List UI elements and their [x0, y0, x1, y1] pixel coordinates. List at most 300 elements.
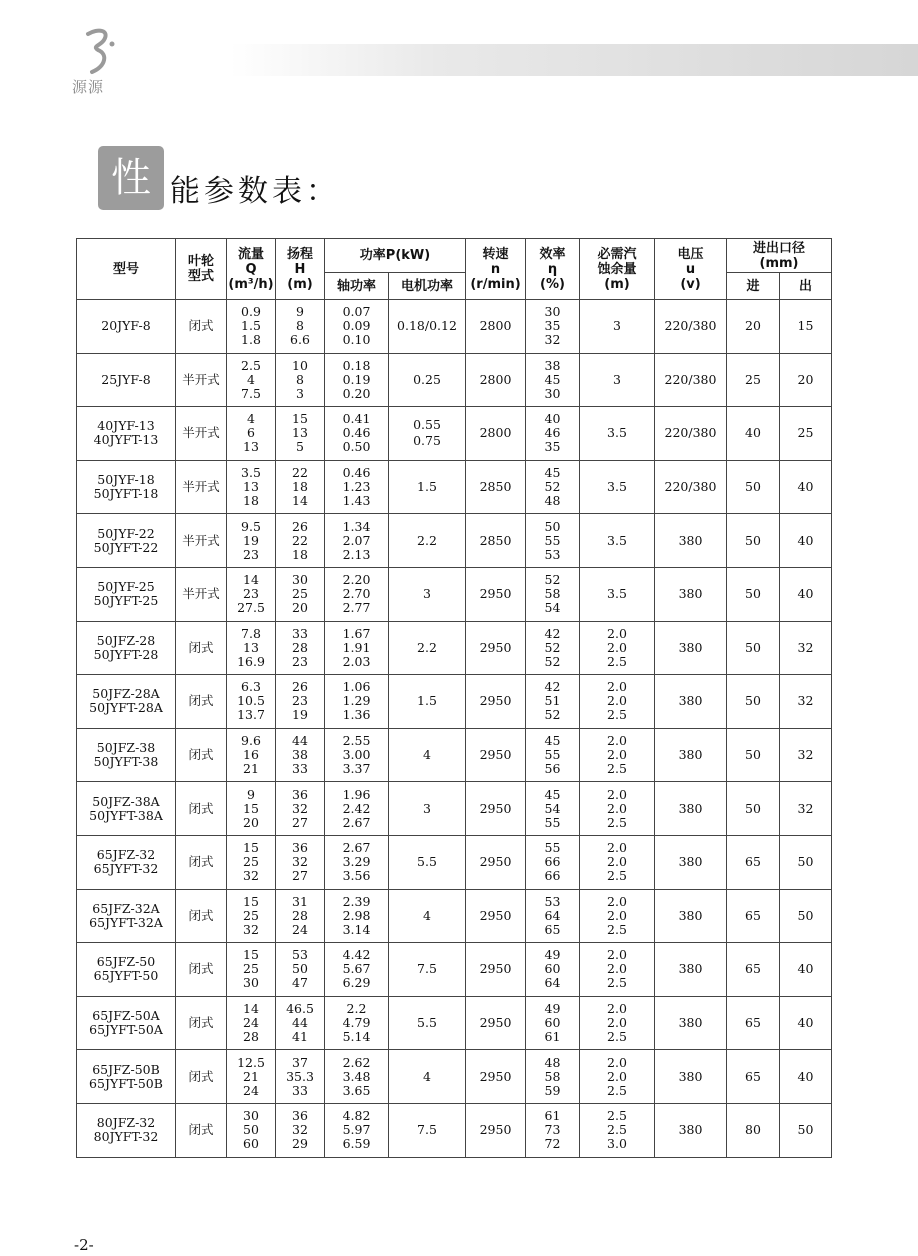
cell-head [276, 1050, 325, 1104]
cell-model-line: 40JYFT-13 [93, 432, 159, 448]
cell-model-line: 65JFZ-50A [92, 1008, 160, 1024]
cell-efficiency-line: 55 [544, 747, 561, 763]
cell-head-line: 22 [292, 465, 308, 481]
cell-shaft-power-line: 0.46 [342, 465, 371, 481]
cell-shaft-power-line: 2.70 [342, 586, 371, 602]
cell-motor-power: 2.2 [389, 621, 466, 675]
cell-shaft-power-line: 1.29 [342, 693, 371, 709]
cell-impeller: 半开式 [176, 460, 227, 514]
cell-outlet: 40 [780, 1050, 832, 1104]
cell-voltage: 380 [655, 1103, 727, 1157]
page-number: -2- [74, 1236, 94, 1254]
cell-efficiency-line: 30 [544, 304, 561, 320]
cell-npsh [580, 889, 655, 943]
cell-flow-line: 18 [243, 493, 259, 509]
cell-model-line: 40JYF-13 [97, 418, 155, 434]
cell-efficiency-line: 45 [544, 371, 561, 387]
cell-head-line: 35.3 [286, 1068, 314, 1084]
cell-shaft-power-line: 0.09 [342, 318, 371, 334]
table-row [77, 996, 832, 1050]
cell-efficiency [526, 621, 580, 675]
cell-model [77, 835, 176, 889]
cell-voltage: 380 [655, 514, 727, 568]
cell-flow-line: 20 [243, 814, 259, 830]
cell-flow-line: 25 [243, 907, 259, 923]
table-row [77, 782, 832, 836]
cell-shaft-power-line: 2.39 [342, 893, 371, 909]
header-head [276, 239, 325, 300]
logo-text: 源源 [72, 78, 105, 96]
cell-motor-power: 4 [389, 728, 466, 782]
cell-efficiency-line: 35 [544, 318, 561, 334]
cell-efficiency-line: 32 [544, 332, 561, 348]
cell-model-line: 50JYFT-28 [93, 646, 159, 662]
cell-npsh-line: 2.0 [607, 1015, 627, 1031]
cell-inlet: 80 [727, 1103, 780, 1157]
cell-efficiency-line: 42 [544, 625, 561, 641]
cell-efficiency-line: 30 [544, 385, 561, 401]
table-row [77, 1103, 832, 1157]
cell-npsh-line: 2.0 [607, 800, 627, 816]
cell-model [77, 567, 176, 621]
cell-flow-line: 28 [243, 1029, 259, 1045]
cell-head [276, 567, 325, 621]
cell-efficiency-line: 66 [544, 868, 561, 884]
cell-efficiency-line: 46 [544, 425, 561, 441]
cell-shaft-power-line: 3.37 [342, 761, 371, 777]
cell-model [77, 353, 176, 407]
cell-npsh [580, 943, 655, 997]
cell-voltage: 220/380 [655, 300, 727, 354]
cell-outlet: 32 [780, 728, 832, 782]
cell-flow-line: 21 [243, 761, 259, 777]
header-voltage-line: (v) [680, 276, 701, 292]
cell-model [77, 514, 176, 568]
cell-efficiency-line: 60 [544, 1015, 561, 1031]
table-row [77, 1050, 832, 1104]
cell-outlet: 25 [780, 407, 832, 461]
cell-speed: 2950 [466, 621, 526, 675]
cell-flow-line: 9.5 [241, 518, 261, 534]
cell-model-line: 50JYF-25 [97, 579, 155, 595]
cell-voltage: 380 [655, 728, 727, 782]
cell-model [77, 889, 176, 943]
cell-efficiency-line: 49 [544, 947, 561, 963]
cell-voltage: 380 [655, 782, 727, 836]
cell-flow-line: 25 [243, 854, 259, 870]
cell-impeller: 半开式 [176, 407, 227, 461]
cell-npsh [580, 1050, 655, 1104]
cell-shaft-power-line: 1.91 [342, 639, 371, 655]
header-npsh [580, 239, 655, 300]
header-efficiency-line: 效率 [539, 246, 566, 262]
cell-efficiency-line: 45 [544, 733, 561, 749]
cell-speed: 2950 [466, 943, 526, 997]
cell-npsh-line: 2.0 [607, 907, 627, 923]
cell-flow [227, 567, 276, 621]
cell-inlet: 65 [727, 996, 780, 1050]
cell-voltage: 380 [655, 567, 727, 621]
cell-flow-line: 14 [243, 1001, 259, 1017]
cell-motor-power: 5.5 [389, 996, 466, 1050]
cell-npsh [580, 460, 655, 514]
cell-impeller: 闭式 [176, 621, 227, 675]
cell-npsh [580, 300, 655, 354]
cell-efficiency-line: 52 [544, 572, 561, 588]
cell-flow-line: 50 [243, 1122, 259, 1138]
cell-speed: 2800 [466, 300, 526, 354]
cell-outlet: 15 [780, 300, 832, 354]
cell-motor-power: 7.5 [389, 943, 466, 997]
cell-head [276, 353, 325, 407]
cell-flow-line: 32 [243, 921, 259, 937]
cell-shaft-power-line: 2.67 [342, 840, 371, 856]
cell-head-line: 18 [292, 479, 308, 495]
cell-head-line: 20 [292, 600, 308, 616]
cell-flow-line: 4 [247, 371, 255, 387]
cell-flow-line: 10.5 [237, 693, 265, 709]
cell-head [276, 300, 325, 354]
cell-npsh-line: 2.0 [607, 854, 627, 870]
cell-motor-power: 3 [389, 567, 466, 621]
cell-shaft-power [325, 407, 389, 461]
cell-motor-power: 3 [389, 782, 466, 836]
cell-efficiency [526, 1050, 580, 1104]
cell-npsh-line: 2.0 [607, 840, 627, 856]
cell-flow-line: 32 [243, 868, 259, 884]
cell-head-line: 3 [296, 385, 304, 401]
cell-head-line: 44 [292, 733, 308, 749]
cell-head-line: 38 [292, 747, 308, 763]
cell-model-line: 50JYFT-38 [93, 754, 159, 770]
cell-voltage: 380 [655, 996, 727, 1050]
cell-shaft-power [325, 943, 389, 997]
cell-head-line: 10 [292, 357, 308, 373]
table-body [77, 300, 832, 1158]
header-speed-line: n [490, 261, 501, 277]
cell-shaft-power-line: 3.14 [342, 921, 371, 937]
cell-shaft-power [325, 782, 389, 836]
cell-shaft-power [325, 567, 389, 621]
table-row [77, 675, 832, 729]
header-inlet: 进 [727, 273, 780, 300]
cell-flow-line: 12.5 [237, 1054, 265, 1070]
cell-efficiency-line: 66 [544, 854, 561, 870]
header-speed-line: (r/min) [470, 276, 521, 292]
cell-shaft-power-line: 1.36 [342, 707, 371, 723]
cell-flow [227, 353, 276, 407]
cell-head-line: 29 [292, 1136, 308, 1152]
cell-efficiency [526, 514, 580, 568]
cell-impeller: 半开式 [176, 514, 227, 568]
cell-efficiency-line: 42 [544, 679, 561, 695]
cell-inlet: 25 [727, 353, 780, 407]
cell-efficiency [526, 889, 580, 943]
cell-efficiency-line: 52 [544, 653, 561, 669]
cell-shaft-power-line: 1.43 [342, 493, 371, 509]
cell-head-line: 18 [292, 546, 308, 562]
cell-voltage: 380 [655, 621, 727, 675]
cell-npsh-line: 2.5 [607, 975, 627, 991]
cell-flow [227, 782, 276, 836]
cell-outlet: 20 [780, 353, 832, 407]
cell-head-line: 13 [292, 425, 308, 441]
cell-flow [227, 460, 276, 514]
cell-npsh-line: 2.5 [607, 1122, 627, 1138]
cell-efficiency-line: 48 [544, 493, 561, 509]
cell-model [77, 943, 176, 997]
cell-outlet: 40 [780, 460, 832, 514]
cell-flow-line: 30 [243, 1108, 259, 1124]
cell-head-line: 32 [292, 854, 308, 870]
cell-shaft-power-line: 5.14 [342, 1029, 371, 1045]
cell-head-line: 8 [296, 318, 304, 334]
cell-npsh-line: 2.5 [607, 1108, 627, 1124]
cell-model-line: 80JFZ-32 [96, 1115, 156, 1131]
cell-head [276, 889, 325, 943]
cell-head [276, 782, 325, 836]
cell-flow-line: 13.7 [237, 707, 265, 723]
cell-outlet: 40 [780, 514, 832, 568]
header-voltage-line: 电压 [677, 246, 704, 262]
cell-voltage: 220/380 [655, 407, 727, 461]
table-row [77, 460, 832, 514]
cell-impeller: 闭式 [176, 675, 227, 729]
cell-speed: 2950 [466, 1050, 526, 1104]
cell-shaft-power-line: 2.98 [342, 907, 371, 923]
cell-flow-line: 25 [243, 961, 259, 977]
cell-shaft-power-line: 2.2 [346, 1001, 367, 1017]
cell-shaft-power-line: 0.20 [342, 385, 371, 401]
cell-npsh-line: 2.0 [607, 947, 627, 963]
cell-model-line: 65JYFT-50B [89, 1075, 163, 1091]
cell-model-line: 50JFZ-28A [92, 686, 160, 702]
header-impeller [176, 239, 227, 300]
cell-efficiency-line: 48 [544, 1054, 561, 1070]
cell-shaft-power-line: 5.67 [342, 961, 371, 977]
header-speed [466, 239, 526, 300]
cell-shaft-power [325, 514, 389, 568]
header-head-line: (m) [287, 276, 313, 292]
cell-head-line: 41 [292, 1029, 308, 1045]
cell-flow-line: 9 [247, 786, 255, 802]
cell-outlet: 40 [780, 567, 832, 621]
cell-shaft-power-line: 0.41 [342, 411, 371, 427]
table-row [77, 943, 832, 997]
cell-npsh-line: 2.0 [607, 639, 627, 655]
cell-flow-line: 15 [243, 893, 259, 909]
cell-motor-power: 0.25 [389, 353, 466, 407]
cell-flow-line: 9.6 [241, 733, 261, 749]
header-flow-line: (m³/h) [228, 276, 274, 292]
cell-efficiency [526, 835, 580, 889]
cell-head-line: 32 [292, 800, 308, 816]
cell-model [77, 621, 176, 675]
cell-shaft-power-line: 3.29 [342, 854, 371, 870]
cell-model-line: 50JYFT-22 [93, 539, 159, 555]
cell-efficiency-line: 52 [544, 707, 561, 723]
cell-head-line: 28 [292, 639, 308, 655]
header-gradient-bar [230, 44, 918, 76]
header-npsh-line: (m) [604, 276, 630, 292]
cell-model-line: 65JFZ-32A [92, 900, 160, 916]
cell-outlet: 50 [780, 1103, 832, 1157]
table-row [77, 353, 832, 407]
cell-model-line: 50JYFT-38A [89, 807, 163, 823]
cell-flow-line: 15 [243, 947, 259, 963]
table-row [77, 835, 832, 889]
cell-shaft-power [325, 728, 389, 782]
cell-impeller: 闭式 [176, 996, 227, 1050]
cell-motor-power: 4 [389, 1050, 466, 1104]
cell-impeller: 闭式 [176, 1050, 227, 1104]
cell-outlet: 32 [780, 675, 832, 729]
cell-shaft-power [325, 1050, 389, 1104]
cell-npsh [580, 675, 655, 729]
cell-shaft-power-line: 1.67 [342, 625, 371, 641]
cell-voltage: 380 [655, 889, 727, 943]
cell-impeller: 半开式 [176, 567, 227, 621]
cell-flow-line: 4 [247, 411, 255, 427]
cell-shaft-power-line: 2.13 [342, 546, 371, 562]
cell-shaft-power-line: 1.34 [342, 518, 371, 534]
cell-head-line: 25 [292, 586, 308, 602]
cell-model-line: 25JYF-8 [101, 371, 151, 387]
cell-outlet: 32 [780, 621, 832, 675]
cell-inlet: 65 [727, 1050, 780, 1104]
cell-npsh-line: 2.5 [607, 761, 627, 777]
header-flow [227, 239, 276, 300]
header-port-line: (mm) [759, 255, 799, 271]
cell-efficiency-line: 55 [544, 532, 561, 548]
cell-npsh-line: 2.0 [607, 961, 627, 977]
header-npsh-line: 必需汽 [597, 246, 637, 262]
cell-npsh-line: 2.0 [607, 747, 627, 763]
cell-efficiency-line: 65 [544, 921, 561, 937]
cell-flow-line: 16.9 [237, 653, 265, 669]
cell-inlet: 65 [727, 943, 780, 997]
cell-flow [227, 300, 276, 354]
cell-speed: 2800 [466, 407, 526, 461]
cell-npsh [580, 407, 655, 461]
cell-outlet: 40 [780, 943, 832, 997]
table-row [77, 621, 832, 675]
cell-npsh-line: 2.5 [607, 814, 627, 830]
header-head-line: 扬程 [286, 246, 313, 262]
cell-efficiency-line: 64 [544, 907, 561, 923]
cell-model-line: 50JYF-22 [97, 525, 155, 541]
cell-head-line: 37 [292, 1054, 308, 1070]
cell-shaft-power-line: 3.56 [342, 868, 371, 884]
cell-shaft-power-line: 4.42 [342, 947, 371, 963]
cell-head-line: 36 [292, 1108, 308, 1124]
cell-npsh-line: 3.5 [607, 586, 627, 602]
cell-efficiency-line: 72 [544, 1136, 561, 1152]
cell-efficiency [526, 300, 580, 354]
cell-speed: 2850 [466, 460, 526, 514]
cell-npsh-line: 3 [613, 318, 621, 334]
cell-motor-power: 5.5 [389, 835, 466, 889]
cell-head [276, 728, 325, 782]
cell-efficiency-line: 35 [544, 439, 561, 455]
cell-head-line: 36 [292, 840, 308, 856]
cell-flow-line: 6 [247, 425, 255, 441]
cell-head-line: 44 [292, 1015, 308, 1031]
cell-motor-power: 0.55 0.75 [389, 407, 466, 461]
cell-model [77, 407, 176, 461]
cell-flow [227, 1050, 276, 1104]
cell-head-line: 30 [292, 572, 308, 588]
cell-voltage: 220/380 [655, 460, 727, 514]
cell-flow-line: 14 [243, 572, 259, 588]
cell-npsh-line: 3.0 [607, 1136, 627, 1152]
cell-efficiency-line: 40 [544, 411, 561, 427]
cell-efficiency [526, 353, 580, 407]
cell-voltage: 380 [655, 943, 727, 997]
header-voltage [655, 239, 727, 300]
cell-efficiency-line: 64 [544, 975, 561, 991]
cell-efficiency [526, 675, 580, 729]
cell-flow [227, 728, 276, 782]
cell-head-line: 26 [292, 679, 308, 695]
cell-flow-line: 24 [243, 1015, 259, 1031]
cell-head-line: 22 [292, 532, 308, 548]
cell-model [77, 728, 176, 782]
cell-npsh [580, 1103, 655, 1157]
cell-efficiency-line: 55 [544, 840, 561, 856]
cell-inlet: 65 [727, 889, 780, 943]
cell-npsh [580, 621, 655, 675]
cell-head-line: 47 [292, 975, 308, 991]
header-outlet: 出 [780, 273, 832, 300]
cell-shaft-power-line: 3.48 [342, 1068, 371, 1084]
header-port-line: 进出口径 [753, 240, 806, 256]
cell-efficiency-line: 52 [544, 479, 561, 495]
table-row [77, 728, 832, 782]
cell-npsh-line: 2.5 [607, 707, 627, 723]
cell-model [77, 996, 176, 1050]
cell-npsh-line: 3.5 [607, 425, 627, 441]
cell-head-line: 6.6 [290, 332, 310, 348]
cell-head [276, 1103, 325, 1157]
brand-logo [72, 26, 132, 100]
cell-flow [227, 407, 276, 461]
cell-impeller: 闭式 [176, 1103, 227, 1157]
cell-speed: 2950 [466, 835, 526, 889]
cell-inlet: 50 [727, 621, 780, 675]
cell-impeller: 闭式 [176, 782, 227, 836]
cell-head-line: 9 [296, 304, 304, 320]
cell-efficiency [526, 728, 580, 782]
cell-efficiency [526, 996, 580, 1050]
header-speed-line: 转速 [482, 246, 509, 262]
cell-head-line: 8 [296, 371, 304, 387]
cell-npsh-line: 2.5 [607, 1029, 627, 1045]
cell-flow-line: 3.5 [241, 465, 261, 481]
cell-npsh-line: 2.0 [607, 625, 627, 641]
cell-npsh-line: 2.5 [607, 868, 627, 884]
cell-efficiency-line: 45 [544, 786, 561, 802]
header-npsh-line: 蚀余量 [597, 261, 637, 277]
cell-inlet: 65 [727, 835, 780, 889]
cell-motor-power: 0.18/0.12 [389, 300, 466, 354]
header-motor-power: 电机功率 [389, 273, 466, 300]
cell-model [77, 300, 176, 354]
cell-flow-line: 1.8 [241, 332, 261, 348]
cell-efficiency-line: 73 [544, 1122, 561, 1138]
cell-shaft-power [325, 300, 389, 354]
cell-shaft-power-line: 4.82 [342, 1108, 371, 1124]
